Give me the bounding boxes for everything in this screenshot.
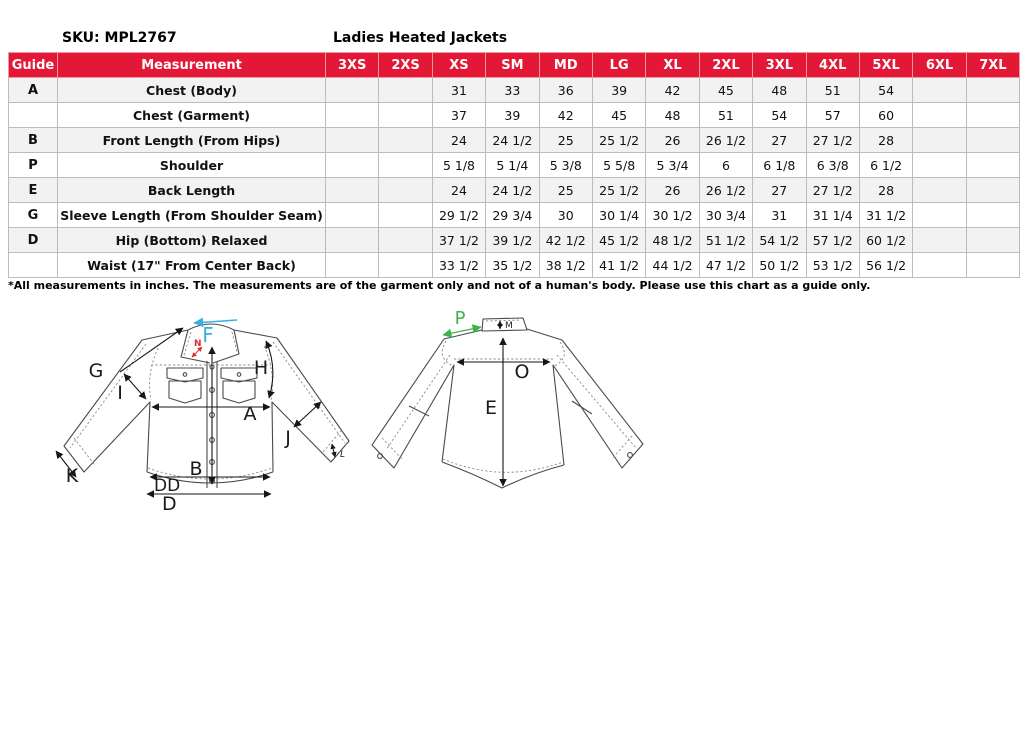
size-value-cell	[913, 253, 966, 278]
size-value-cell	[326, 153, 379, 178]
column-header-xl: XL	[646, 53, 699, 78]
jacket-back-outline	[372, 318, 643, 488]
guide-cell: P	[9, 153, 58, 178]
size-value-cell: 6 1/2	[859, 153, 912, 178]
size-value-cell	[966, 103, 1019, 128]
column-header-2xl: 2XL	[699, 53, 752, 78]
size-value-cell	[913, 228, 966, 253]
measure-arrow-j	[284, 402, 321, 449]
measure-arrow-i	[117, 374, 146, 404]
column-header-6xl: 6XL	[913, 53, 966, 78]
size-value-cell	[379, 103, 432, 128]
table-row	[9, 78, 1020, 103]
size-value-cell: 26 1/2	[699, 128, 752, 153]
size-value-cell: 42	[646, 78, 699, 103]
guide-cell: G	[9, 203, 58, 228]
size-value-cell: 5 3/8	[539, 153, 592, 178]
measurement-cell: Hip (Bottom) Relaxed	[58, 228, 326, 253]
size-value-cell: 5 5/8	[592, 153, 645, 178]
size-value-cell	[966, 78, 1019, 103]
table-row	[9, 153, 1020, 178]
size-value-cell: 24	[432, 178, 485, 203]
measure-arrow-k	[56, 451, 79, 487]
guide-cell	[9, 253, 58, 278]
size-value-cell: 45	[592, 103, 645, 128]
column-header-2xs: 2XS	[379, 53, 432, 78]
size-value-cell: 30 1/4	[592, 203, 645, 228]
table-row	[9, 178, 1020, 203]
size-value-cell: 51 1/2	[699, 228, 752, 253]
size-value-cell: 31 1/4	[806, 203, 859, 228]
size-value-cell: 26 1/2	[699, 178, 752, 203]
size-value-cell: 26	[646, 178, 699, 203]
size-value-cell: 57 1/2	[806, 228, 859, 253]
size-value-cell: 6 1/8	[753, 153, 806, 178]
size-value-cell: 45	[699, 78, 752, 103]
column-header-guide: Guide	[9, 53, 58, 78]
measurement-cell: Front Length (From Hips)	[58, 128, 326, 153]
size-value-cell	[379, 153, 432, 178]
size-table-head-row	[9, 53, 1020, 78]
size-value-cell: 29 1/2	[432, 203, 485, 228]
sku-label: SKU: MPL2767	[62, 30, 177, 46]
measure-arrow-a	[152, 403, 270, 425]
size-value-cell: 5 1/4	[486, 153, 539, 178]
size-value-cell	[913, 178, 966, 203]
size-value-cell: 39 1/2	[486, 228, 539, 253]
size-value-cell	[379, 203, 432, 228]
measurement-cell: Waist (17" From Center Back)	[58, 253, 326, 278]
guide-cell	[9, 103, 58, 128]
measure-arrow-n	[192, 339, 202, 357]
size-value-cell	[913, 153, 966, 178]
size-value-cell: 53 1/2	[806, 253, 859, 278]
size-value-cell: 6 3/8	[806, 153, 859, 178]
size-value-cell: 27 1/2	[806, 128, 859, 153]
size-value-cell: 37	[432, 103, 485, 128]
jacket-back-diagram	[360, 310, 680, 525]
size-value-cell: 36	[539, 78, 592, 103]
measurement-cell: Back Length	[58, 178, 326, 203]
size-value-cell: 51	[806, 78, 859, 103]
size-value-cell: 27	[753, 178, 806, 203]
size-value-cell: 39	[486, 103, 539, 128]
size-value-cell: 33 1/2	[432, 253, 485, 278]
size-value-cell: 30 1/2	[646, 203, 699, 228]
label-l: L	[340, 450, 346, 460]
size-value-cell	[913, 128, 966, 153]
size-value-cell: 35 1/2	[486, 253, 539, 278]
size-value-cell: 51	[699, 103, 752, 128]
size-value-cell	[379, 78, 432, 103]
column-header-md: MD	[539, 53, 592, 78]
measurement-cell: Chest (Garment)	[58, 103, 326, 128]
measurement-cell: Shoulder	[58, 153, 326, 178]
size-table	[8, 52, 1020, 278]
label-p: P	[454, 310, 466, 329]
size-value-cell	[326, 178, 379, 203]
guide-cell: E	[9, 178, 58, 203]
size-value-cell: 60	[859, 103, 912, 128]
size-value-cell: 31	[753, 203, 806, 228]
size-value-cell: 30 3/4	[699, 203, 752, 228]
label-o: O	[514, 361, 530, 383]
size-value-cell: 31 1/2	[859, 203, 912, 228]
size-value-cell: 48 1/2	[646, 228, 699, 253]
size-value-cell	[379, 228, 432, 253]
label-b: B	[189, 458, 203, 480]
label-e: E	[484, 397, 498, 419]
size-value-cell: 38 1/2	[539, 253, 592, 278]
jacket-front-diagram	[50, 310, 370, 525]
size-value-cell: 45 1/2	[592, 228, 645, 253]
size-value-cell: 39	[592, 78, 645, 103]
size-value-cell: 30	[539, 203, 592, 228]
size-value-cell	[966, 253, 1019, 278]
size-value-cell: 37 1/2	[432, 228, 485, 253]
label-m: M	[505, 321, 513, 331]
size-value-cell: 31	[432, 78, 485, 103]
size-value-cell: 29 3/4	[486, 203, 539, 228]
measurement-cell: Sleeve Length (From Shoulder Seam)	[58, 203, 326, 228]
jacket-front-outline	[64, 324, 349, 488]
label-d: D	[162, 493, 177, 515]
size-value-cell	[379, 253, 432, 278]
size-value-cell: 42	[539, 103, 592, 128]
table-row	[9, 128, 1020, 153]
size-value-cell: 25 1/2	[592, 178, 645, 203]
column-header-7xl: 7XL	[966, 53, 1019, 78]
column-header-lg: LG	[592, 53, 645, 78]
size-value-cell	[966, 153, 1019, 178]
guide-cell: A	[9, 78, 58, 103]
size-value-cell: 24	[432, 128, 485, 153]
size-value-cell: 50 1/2	[753, 253, 806, 278]
size-value-cell	[326, 253, 379, 278]
size-value-cell	[966, 203, 1019, 228]
column-header-4xl: 4XL	[806, 53, 859, 78]
size-value-cell	[966, 128, 1019, 153]
measure-arrow-l	[332, 444, 345, 460]
size-value-cell: 24 1/2	[486, 178, 539, 203]
measure-arrow-m	[500, 321, 513, 331]
size-value-cell: 41 1/2	[592, 253, 645, 278]
size-value-cell: 6	[699, 153, 752, 178]
column-header-3xl: 3XL	[753, 53, 806, 78]
size-value-cell: 26	[646, 128, 699, 153]
size-value-cell	[966, 178, 1019, 203]
column-header-xs: XS	[432, 53, 485, 78]
guide-cell: D	[9, 228, 58, 253]
size-value-cell	[326, 103, 379, 128]
size-value-cell: 25	[539, 128, 592, 153]
size-value-cell: 25 1/2	[592, 128, 645, 153]
size-value-cell	[913, 78, 966, 103]
label-n: N	[194, 339, 202, 349]
measure-arrow-h	[254, 341, 273, 398]
size-value-cell: 48	[646, 103, 699, 128]
size-value-cell	[379, 178, 432, 203]
size-value-cell: 56 1/2	[859, 253, 912, 278]
size-value-cell: 42 1/2	[539, 228, 592, 253]
size-value-cell	[966, 228, 1019, 253]
size-value-cell: 60 1/2	[859, 228, 912, 253]
table-row	[9, 253, 1020, 278]
size-value-cell: 54	[753, 103, 806, 128]
size-value-cell: 24 1/2	[486, 128, 539, 153]
measure-arrow-g	[89, 328, 183, 382]
size-value-cell: 27	[753, 128, 806, 153]
size-value-cell: 44 1/2	[646, 253, 699, 278]
measure-arrow-e	[485, 338, 503, 486]
label-k: K	[65, 465, 79, 487]
size-value-cell: 54 1/2	[753, 228, 806, 253]
size-value-cell	[913, 203, 966, 228]
label-g: G	[88, 360, 104, 382]
size-value-cell	[913, 103, 966, 128]
table-row	[9, 103, 1020, 128]
size-value-cell	[326, 228, 379, 253]
size-value-cell	[326, 128, 379, 153]
label-j: J	[285, 427, 291, 449]
size-value-cell: 48	[753, 78, 806, 103]
footnote: *All measurements in inches. The measurements are of the garment only and not of a human's body. Please use this chart as a guide only.	[8, 279, 871, 292]
label-h: H	[253, 357, 269, 379]
measurement-cell: Chest (Body)	[58, 78, 326, 103]
size-value-cell: 25	[539, 178, 592, 203]
guide-cell: B	[9, 128, 58, 153]
column-header-3xs: 3XS	[326, 53, 379, 78]
label-i: I	[117, 382, 123, 404]
size-value-cell: 5 3/4	[646, 153, 699, 178]
size-value-cell: 28	[859, 178, 912, 203]
size-value-cell: 28	[859, 128, 912, 153]
column-header-sm: SM	[486, 53, 539, 78]
label-a: A	[243, 403, 257, 425]
size-value-cell: 27 1/2	[806, 178, 859, 203]
size-value-cell: 5 1/8	[432, 153, 485, 178]
size-value-cell	[379, 128, 432, 153]
page-title: Ladies Heated Jackets	[333, 30, 508, 46]
size-value-cell	[326, 78, 379, 103]
size-table-body	[9, 78, 1020, 278]
label-f: F	[202, 323, 214, 347]
label-dd: DD	[154, 476, 181, 496]
table-row	[9, 203, 1020, 228]
column-header-measurement: Measurement	[58, 53, 326, 78]
size-value-cell	[326, 203, 379, 228]
size-value-cell: 54	[859, 78, 912, 103]
size-value-cell: 57	[806, 103, 859, 128]
size-value-cell: 47 1/2	[699, 253, 752, 278]
column-header-5xl: 5XL	[859, 53, 912, 78]
table-row	[9, 228, 1020, 253]
measure-arrow-d	[147, 493, 271, 515]
size-value-cell: 33	[486, 78, 539, 103]
